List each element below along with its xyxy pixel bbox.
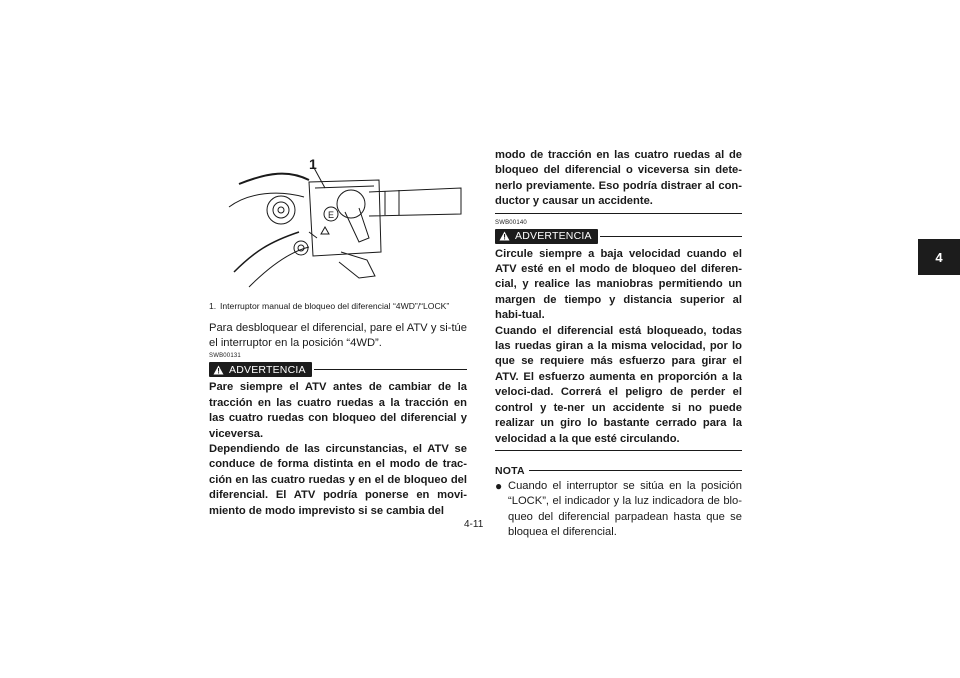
nota-rule <box>529 470 742 471</box>
warning-rule <box>314 369 467 370</box>
warning-badge <box>209 362 312 377</box>
right-column <box>495 148 742 541</box>
intro-paragraph: Para desbloquear el diferencial, pare el ATV y si-túe el interruptor en la posición “4WD”. <box>209 321 467 349</box>
caption-text: Interruptor manual de bloqueo del diferencial “4WD”/“LOCK” <box>220 301 450 311</box>
warning-triangle-icon <box>499 231 510 241</box>
handlebar-switch-figure <box>209 152 467 292</box>
warning-paragraph-1: Pare siempre el ATV antes de cambiar de la tracción en las cuatro ruedas a la tracción en las cuatro ruedas con bloqueo del diferencial y viceversa. <box>209 381 467 440</box>
warning-header-2 <box>495 229 742 244</box>
nota-label: NOTA <box>495 464 525 477</box>
chapter-tab: 4 <box>918 239 960 275</box>
warning-paragraph-2: Dependiendo de las circunstancias, el ATV se conduce de forma distinta en el modo de trac-ción en las cuatro ruedas y en el de bloqueo del diferencial. El ATV podría ponerse en movi-miento de modo imprevisto si se cambia del <box>209 442 467 517</box>
warning-label-2: ADVERTENCIA <box>515 230 592 243</box>
warning-end-rule-2 <box>495 450 742 451</box>
figure-callout: 1 <box>309 156 317 172</box>
warning-badge-2 <box>495 229 598 244</box>
warning-code-2: SWB00140 <box>495 219 527 226</box>
svg-text:E: E <box>328 210 335 220</box>
warning-rule-2 <box>600 236 742 237</box>
left-column <box>209 152 467 519</box>
bullet-dot-icon: ● <box>495 478 503 493</box>
figure-caption <box>209 301 467 312</box>
warning-header <box>209 362 467 377</box>
warning-paragraph-4: Cuando el diferencial está bloqueado, todas las ruedas giran a la misma velocidad, por lo que se requiere más esfuerzo para girar el ATV. El esfuerzo aumenta en proporción a la veloci-dad. Correrá el peligro de perder el control y te-ner un accidente si no puede realizar un giro lo bastante cerrado para la velocidad a la que esté circulando. <box>495 324 742 445</box>
page-number: 4-11 <box>464 519 484 530</box>
nota-text: Cuando el interruptor se sitúa en la posición “LOCK”, el indicador y la luz indicadora de blo-queo del diferencial parpadean hasta que se bloquea el diferencial. <box>508 479 742 539</box>
handlebar-switch-illustration <box>209 152 467 292</box>
warning-paragraph-3: Circule siempre a baja velocidad cuando el ATV esté en el modo de bloqueo del diferen-cial, y realice las maniobras permitiendo un margen de tiempo y distancia superior al habi-tual. <box>495 247 742 322</box>
warning-continuation: modo de tracción en las cuatro ruedas al de bloqueo del diferencial o viceversa sin dete-nerlo previamente. Eso podría distraer al con-ductor y causar un accidente. <box>495 149 742 208</box>
warning-label: ADVERTENCIA <box>229 363 306 376</box>
nota-item <box>495 479 742 541</box>
warning-triangle-icon <box>213 365 224 375</box>
nota-header <box>495 465 742 477</box>
caption-number: 1. <box>209 301 217 311</box>
warning-end-rule <box>495 213 742 214</box>
warning-code: SWB00131 <box>209 353 241 360</box>
